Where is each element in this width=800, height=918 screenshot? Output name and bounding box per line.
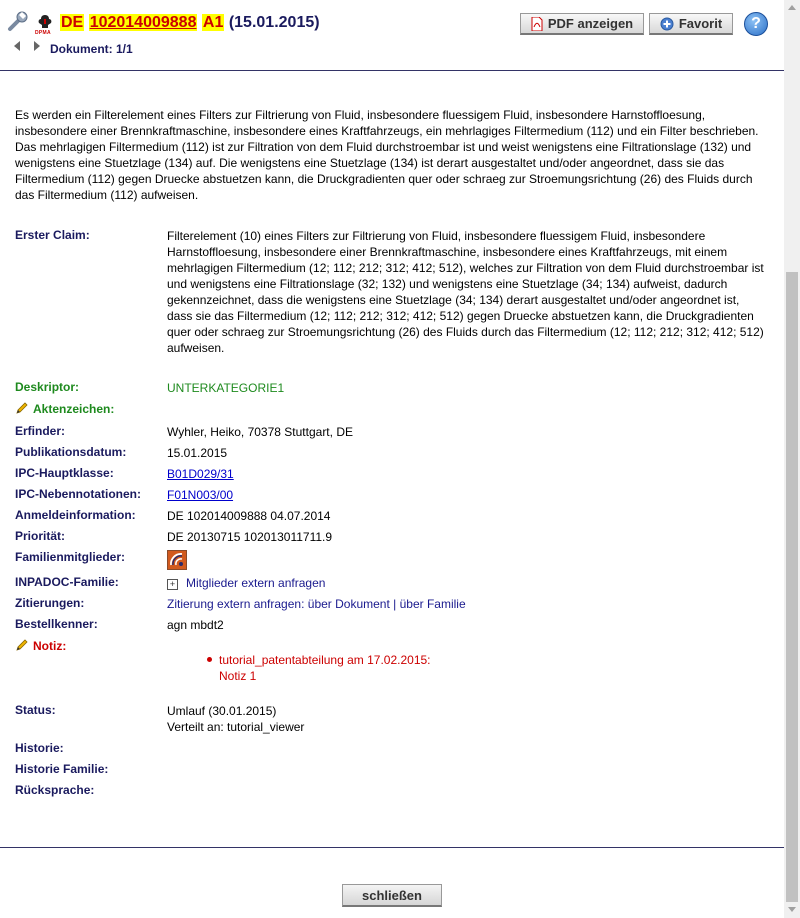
close-button[interactable]: schließen: [342, 884, 442, 907]
status-line1: Umlauf (30.01.2015): [167, 704, 277, 718]
wrench-icon[interactable]: [7, 10, 29, 32]
status-value: [167, 703, 775, 735]
ipc-main-label: IPC-Hauptklasse:: [15, 466, 114, 480]
order-value: agn mbdt2: [167, 618, 224, 632]
expand-plus-icon[interactable]: +: [167, 579, 178, 590]
add-circle-icon: [660, 17, 674, 31]
status-line2: Verteilt an: tutorial_viewer: [167, 720, 305, 734]
note-bullet: [207, 657, 212, 662]
claim-label: Erster Claim:: [15, 228, 90, 242]
note-line1: tutorial_patentabteilung am 17.02.2015:: [219, 653, 431, 667]
descriptor-value: UNTERKATEGORIE1: [167, 381, 285, 395]
publication-date: (15.01.2015): [228, 14, 320, 31]
footer-divider: [0, 847, 784, 848]
note-entry: [207, 652, 431, 684]
history-family-label: Historie Familie:: [15, 762, 109, 776]
citations-label: Zitierungen:: [15, 596, 85, 610]
pdf-icon: [531, 17, 543, 31]
scroll-up-arrow-icon[interactable]: [788, 5, 796, 10]
previous-document-arrow-icon[interactable]: [14, 41, 20, 51]
dpma-label: DPMA: [35, 30, 51, 36]
inventor-label: Erfinder:: [15, 424, 66, 438]
country-code: DE: [61, 14, 84, 31]
order-label: Bestellkenner:: [15, 617, 98, 631]
citations-family-link[interactable]: über Familie: [399, 597, 466, 611]
document-counter: Dokument: 1/1: [50, 42, 133, 56]
note-line2: Notiz 1: [219, 669, 257, 683]
pdf-button-label: PDF anzeigen: [547, 16, 634, 31]
inventor-value: Wyhler, Heiko, 70378 Stuttgart, DE: [167, 425, 353, 439]
kind-code: A1: [202, 14, 224, 31]
header-divider: [0, 70, 784, 71]
inpadoc-link[interactable]: Mitglieder extern anfragen: [186, 576, 326, 590]
note-label-group: [15, 638, 66, 653]
citations-document-link[interactable]: über Dokument: [307, 597, 390, 611]
note-label: Notiz:: [33, 639, 67, 653]
descriptor-label: Deskriptor:: [15, 380, 80, 394]
pubdate-label: Publikationsdatum:: [15, 445, 127, 459]
ipc-sub-link[interactable]: F01N003/00: [167, 488, 234, 502]
history-label: Historie:: [15, 741, 64, 755]
family-network-icon[interactable]: [167, 550, 187, 570]
document-number[interactable]: 102014009888: [89, 14, 197, 31]
application-label: Anmeldeinformation:: [15, 508, 136, 522]
pencil-edit-icon[interactable]: [15, 401, 29, 415]
ipc-sub-label: IPC-Nebennotationen:: [15, 487, 141, 501]
scrollbar-thumb[interactable]: [786, 272, 798, 902]
page-title: [60, 14, 320, 32]
document-header: [0, 0, 784, 70]
priority-label: Priorität:: [15, 529, 66, 543]
file-reference-label: Aktenzeichen:: [33, 402, 115, 416]
file-reference-label-group: [15, 401, 114, 416]
pencil-edit-icon[interactable]: [15, 638, 29, 652]
help-icon[interactable]: ?: [744, 12, 768, 36]
next-document-arrow-icon[interactable]: [34, 41, 40, 51]
favorite-button-label: Favorit: [678, 16, 723, 31]
status-label: Status:: [15, 703, 56, 717]
citations-prefix: Zitierung extern anfragen:: [167, 597, 305, 611]
priority-value: DE 20130715 102013011711.9: [167, 530, 333, 544]
favorite-button[interactable]: [649, 13, 733, 35]
inpadoc-label: INPADOC-Familie:: [15, 575, 119, 589]
scroll-down-arrow-icon[interactable]: [788, 907, 796, 912]
application-value: DE 102014009888 04.07.2014: [167, 509, 331, 523]
abstract-text: Es werden ein Filterelement eines Filters zur Filtrierung von Fluid, insbesondere fluessigem Fluid, insbesondere Harnstoffloesung, insbesondere einer Brennkraftmaschine, insbesondere eines Kraftfahrzeugs, ein mehrlagiges Filtermedium (112) und ein Filter beschrieben. Das mehrlagigen Filtermedium (112) ist zur Filtration von dem Fluid durchstroembar ist und weist wenigstens eine Filtrationslage (132) und wenigstens eine Stuetzlage (134) auf. Die wenigstens eine Stuetzlage (134) ist derart ausgestaltet und/oder angeordnet, dass sie das Filtermedium (112) gegen Druecke abstuetzen kann, die Druckgradienten quer oder schraeg zur Stroemungsrichtung (26) des Fluids durch das Filtermedium (112) aufweisen.: [15, 108, 759, 202]
pubdate-value: 15.01.2015: [167, 446, 228, 460]
callback-label: Rücksprache:: [15, 783, 95, 797]
vertical-scrollbar[interactable]: [784, 0, 800, 918]
citations-separator: |: [393, 597, 397, 611]
pdf-view-button[interactable]: [520, 13, 644, 35]
family-label: Familienmitglieder:: [15, 550, 126, 564]
ipc-main-link[interactable]: B01D029/31: [167, 467, 234, 481]
claim-value: Filterelement (10) eines Filters zur Filtrierung von Fluid, insbesondere fluessigem Fluid, insbesondere Harnstoffloesung, insbesondere einer Brennkraftmaschine, insbesondere eines Kraftfahrzeugs, mit einem mehrlagigen Filtermedium (12; 112; 212; 312; 412; 512), welches zur Filtration von dem Fluid durchstroembar ist und wenigstens eine Filtrationslage (32; 132) und wenigstens eine Stuetzlage (34; 134) aufweist, dadurch gekennzeichnet, dass die wenigstens eine Stuetzlage (34; 134) derart ausgestaltet und/oder angeordnet ist, dass sie das Filtermedium (12; 112; 212; 312; 412; 512) gegen Druecke abstuetzen kann, die Druckgradienten quer oder schraeg zur Stroemungsrichtung (26) des Fluids durch das Filtermedium (12; 112; 212; 312; 412; 512) aufweisen.: [167, 229, 764, 355]
